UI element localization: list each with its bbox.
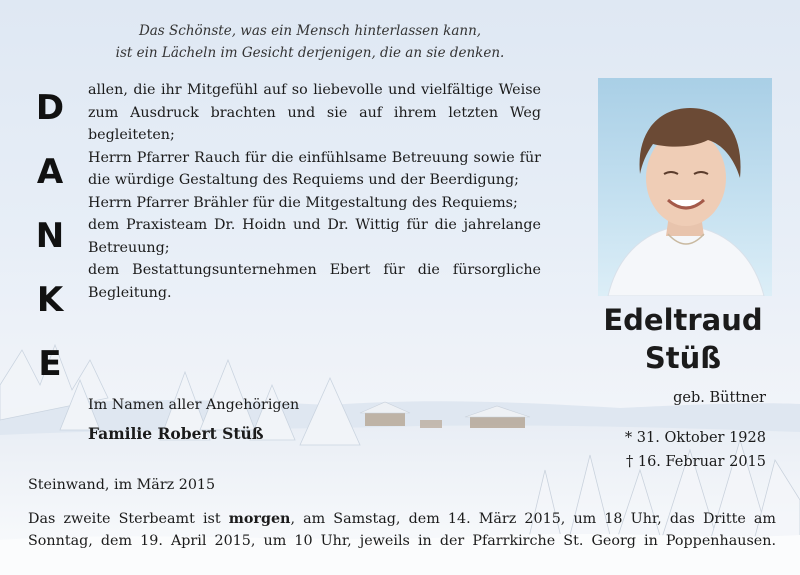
death-date: † 16. Februar 2015: [625, 454, 766, 470]
place-and-date: Steinwand, im März 2015: [28, 477, 216, 493]
motto-line-1: Das Schönste, was ein Mensch hinterlassen kann,: [138, 23, 482, 39]
thanks-list: [88, 79, 541, 304]
mass-notice: [28, 508, 776, 552]
thanks-paragraph: dem Praxisteam Dr. Hoidn und Dr. Wittig für die jahrelange Betreuung;: [88, 217, 541, 256]
notice-part-1: Das zweite Sterbeamt ist: [28, 511, 229, 527]
portrait-photo: [598, 78, 772, 296]
portrait-illustration: [598, 78, 772, 296]
mass-notice-text: [28, 508, 776, 552]
birth-name: geb. Büttner: [673, 390, 766, 406]
danke-vertical-heading: [30, 76, 70, 396]
danke-letter: K: [36, 280, 64, 320]
signature-intro: Im Namen aller Angehörigen: [88, 397, 300, 413]
birth-date: * 31. Oktober 1928: [624, 430, 766, 446]
family-signature: Familie Robert Stüß: [88, 424, 264, 443]
danke-letter: E: [38, 344, 62, 384]
thanks-paragraph: allen, die ihr Mitgefühl auf so liebevolle und vielfältige Weise zum Ausdruck brachten und sie auf ihrem letzten Weg begleiteten;: [88, 82, 541, 143]
thanks-paragraph: Herrn Pfarrer Rauch für die einfühlsame Betreuung sowie für die würdige Gestaltung des Requiems und der Beerdigung;: [88, 149, 541, 188]
deceased-first-name: Edeltraud: [603, 303, 763, 337]
motto-line-2: ist ein Lächeln im Gesicht derjenigen, die an sie denken.: [115, 45, 505, 61]
danke-letter: A: [36, 152, 64, 192]
danke-letter: N: [35, 216, 65, 256]
thanks-paragraph: dem Bestattungsunternehmen Ebert für die fürsorgliche Begleitung.: [88, 262, 541, 301]
notice-emphasis: morgen: [228, 511, 291, 527]
motto-quote: [0, 20, 620, 64]
deceased-last-name: Stüß: [644, 341, 722, 375]
notice-part-2: , am Samstag, dem 14. März 2015, um 18 Uhr, das Dritte am Sonntag, dem 19. April 2015, um 10 Uhr, jeweils in der Pfarrkirche St. Georg in Poppenhausen.: [28, 511, 776, 549]
danke-letter: D: [35, 88, 65, 128]
thanks-paragraph: Herrn Pfarrer Brähler für die Mitgestaltung des Requiems;: [88, 194, 518, 211]
